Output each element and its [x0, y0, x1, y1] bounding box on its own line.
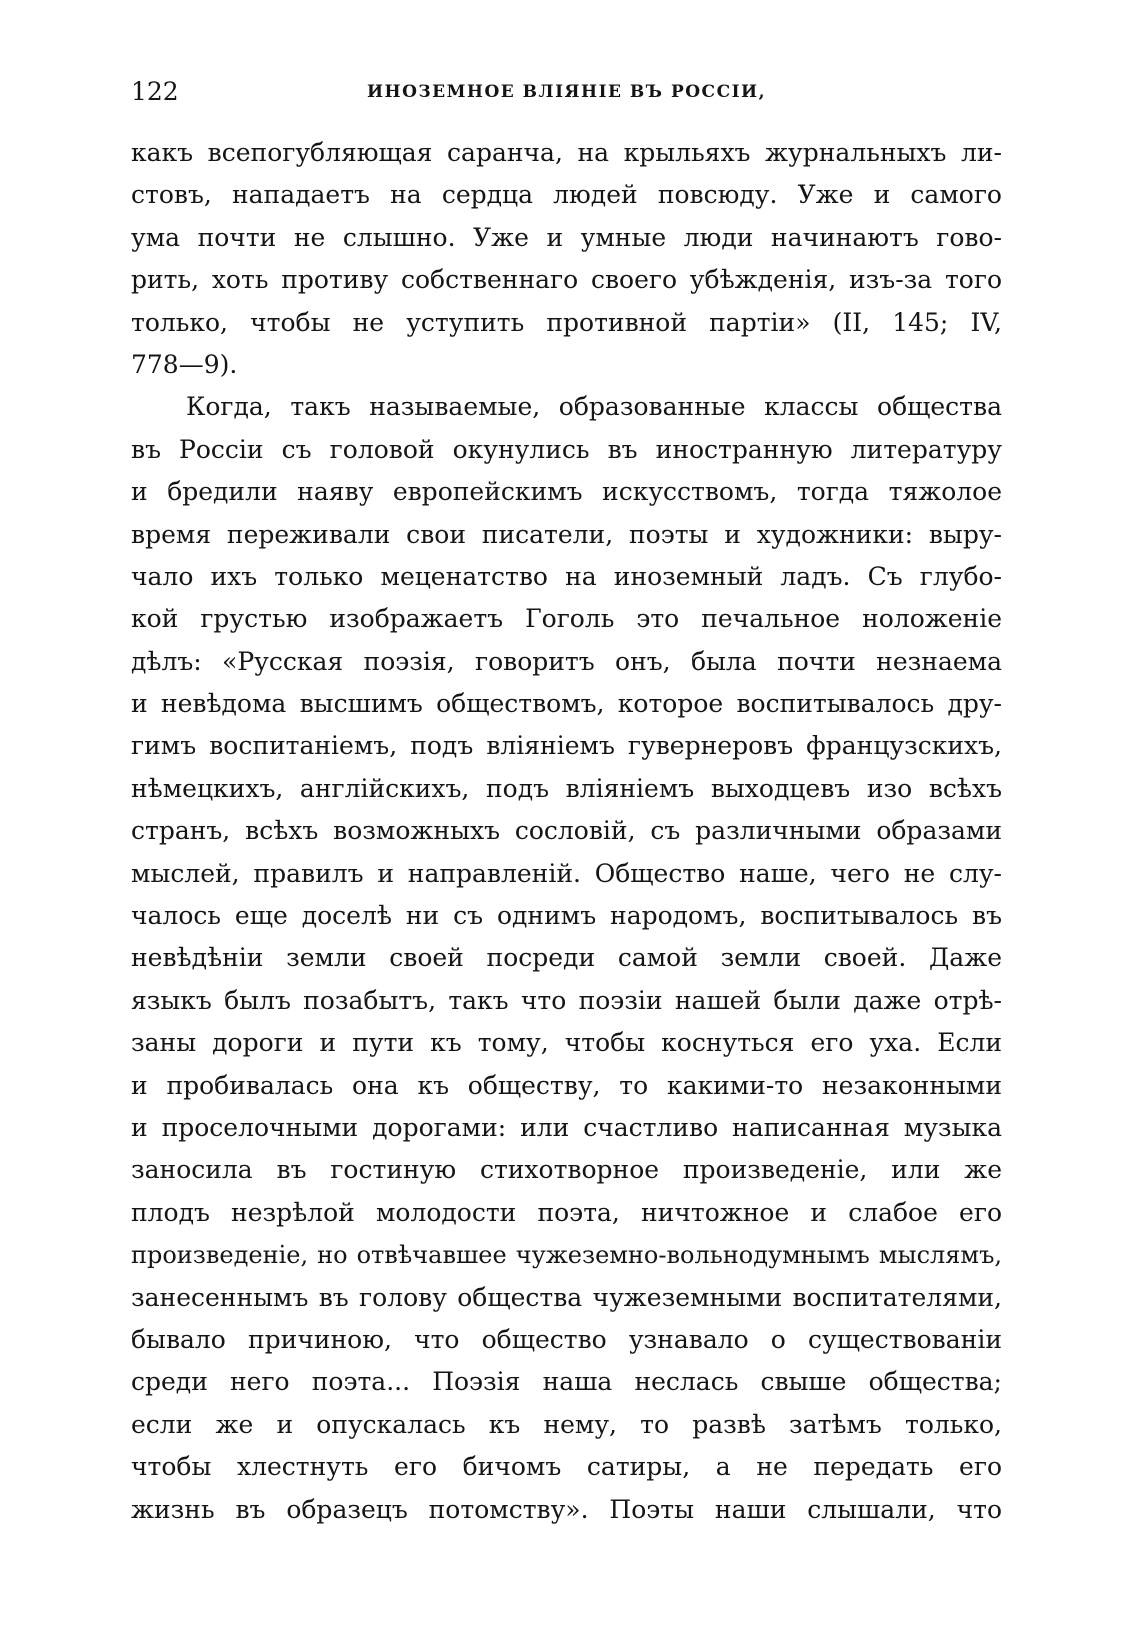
page-number: 122: [131, 77, 179, 106]
text-line: и проселочными дорогами: или счастливо написанная музыка: [131, 1112, 1002, 1142]
body-text: [131, 132, 1002, 1531]
text-line: чало ихъ только меценатство на иноземный ладъ. Съ глубо-: [131, 561, 1002, 591]
text-line: невѣдѣніи земли своей посреди самой земли своей. Даже: [131, 943, 1002, 973]
text-line: бывало причиною, что общество узнавало о существованіи: [131, 1324, 1002, 1354]
text-line: чтобы хлестнуть его бичомъ сатиры, а не передать его: [131, 1452, 1002, 1482]
text-line: языкъ былъ позабытъ, такъ что поэзіи нашей были даже отрѣ-: [131, 985, 1002, 1015]
text-line: занесеннымъ въ голову общества чужеземными воспитателями,: [131, 1282, 1002, 1312]
text-line: гимъ воспитаніемъ, подъ вліяніемъ гувернеровъ французскихъ,: [131, 731, 1002, 761]
text-line: нѣмецкихъ, англійскихъ, подъ вліяніемъ выходцевъ изо всѣхъ: [131, 773, 1002, 803]
text-line: время переживали свои писатели, поэты и художники: выру-: [131, 519, 1002, 549]
text-line: заносила въ гостиную стихотворное произведеніе, или же: [131, 1155, 1002, 1185]
text-line: въ Россіи съ головой окунулись въ иностранную литературу: [131, 434, 1002, 464]
text-line: ума почти не слышно. Уже и умные люди начинаютъ гово-: [131, 222, 1002, 252]
text-line: плодъ незрѣлой молодости поэта, ничтожное и слабое его: [131, 1197, 1002, 1227]
text-line: дѣлъ: «Русская поэзія, говоритъ онъ, была почти незнаема: [131, 646, 1002, 676]
text-line: стовъ, нападаетъ на сердца людей повсюду. Уже и самого: [131, 180, 1002, 210]
text-line: и бредили наяву европейскимъ искусствомъ, тогда тяжолое: [131, 477, 1002, 507]
running-title: ИНОЗЕМНОЕ ВЛІЯНІЕ ВЪ РОССІИ,: [366, 82, 767, 102]
text-line: если же и опускалась къ нему, то развѣ затѣмъ только,: [131, 1409, 1002, 1439]
text-line: 778—9).: [131, 349, 238, 379]
text-line: какъ всепогубляющая саранча, на крыльяхъ журнальныхъ ли-: [131, 138, 1002, 167]
text-line: среди него поэта... Поэзія наша неслась свыше общества;: [131, 1367, 1002, 1397]
text-line: только, чтобы не уступить противной партіи» (II, 145; IV,: [131, 307, 1002, 337]
text-line: рить, хоть противу собственнаго своего убѣжденія, изъ-за того: [131, 265, 1002, 295]
text-line: произведеніе, но отвѣчавшее чужеземно-вольнодумнымъ мыслямъ,: [131, 1241, 1002, 1270]
text-line: заны дороги и пути къ тому, чтобы коснуться его уха. Если: [131, 1028, 1002, 1058]
text-line: жизнь въ образецъ потомству». Поэты наши слышали, что: [131, 1494, 1002, 1524]
page-header: [131, 72, 1002, 112]
text-line: чалось еще доселѣ ни съ однимъ народомъ, воспитывалось въ: [131, 901, 1002, 931]
text-line: странъ, всѣхъ возможныхъ сословій, съ различными образами: [131, 816, 1002, 846]
text-line: мыслей, правилъ и направленій. Общество наше, чего не слу-: [131, 858, 1002, 888]
text-line: Когда, такъ называемые, образованные классы общества: [186, 392, 1002, 422]
text-line: кой грустью изображаетъ Гоголь это печальное ноложеніе: [131, 604, 1002, 634]
text-line: и пробивалась она къ обществу, то какими-то незаконными: [131, 1070, 1002, 1100]
text-line: и невѣдома высшимъ обществомъ, которое воспитывалось дру-: [131, 689, 1002, 719]
